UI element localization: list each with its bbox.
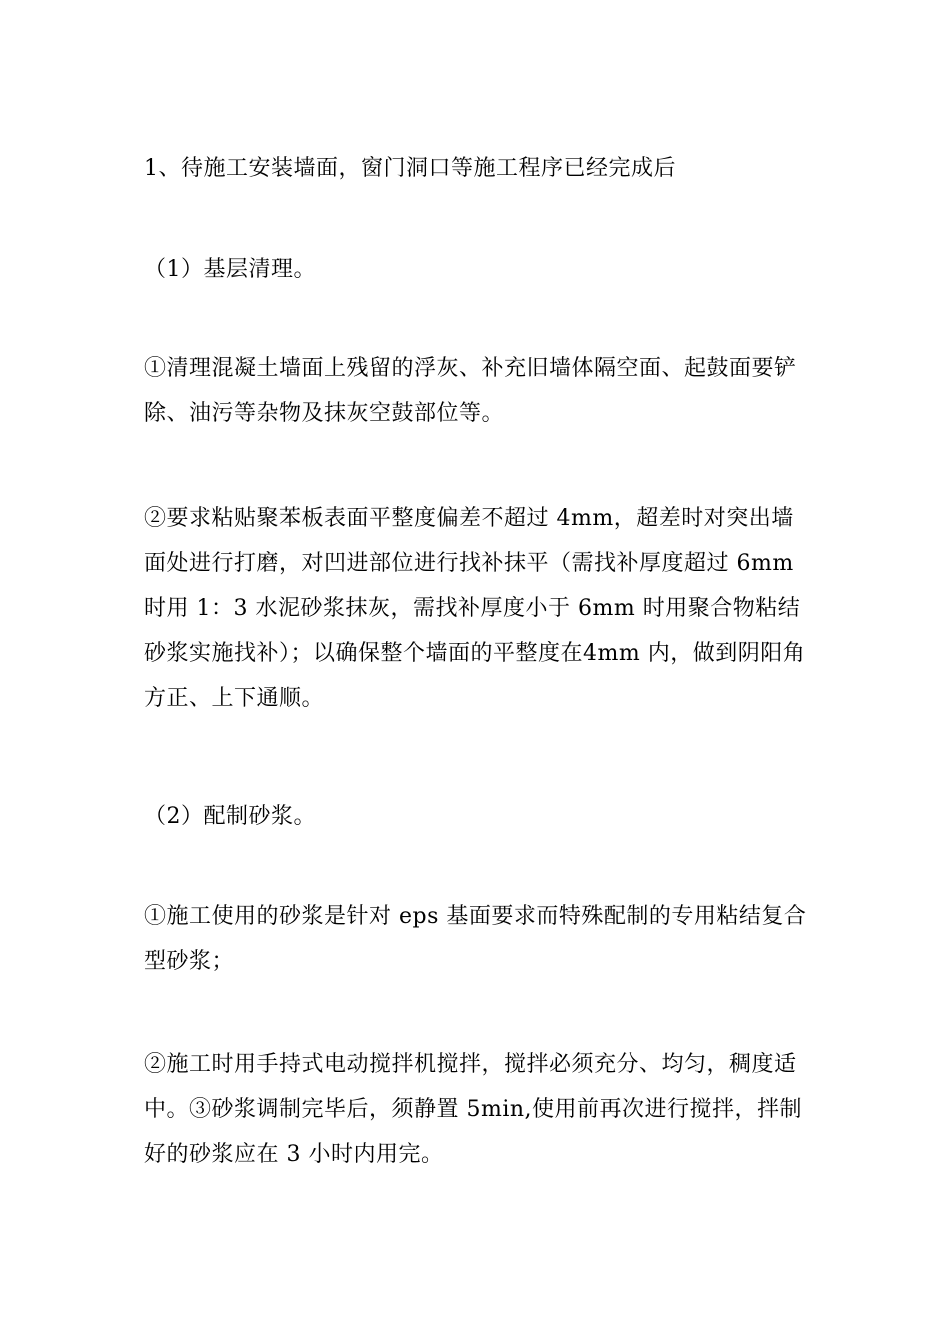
paragraph-cleaning-step-1: ①清理混凝土墙面上残留的浮灰、补充旧墙体隔空面、起鼓面要铲除、油污等杂物及抹灰空鼓部位等。 — [144, 356, 797, 426]
paragraph-cleaning-step-2: ②要求粘贴聚苯板表面平整度偏差不超过 4mm，超差时对突出墙面处进行打磨，对凹进部位进行找补抹平（需找补厚度超过 6mm 时用 1：3 水泥砂浆抹灰，需找补厚度小于 6mm 时用聚合物粘结砂浆实施找补）；以确保整个墙面的平整度在4mm 内，做到阴阳角方正、上下通顺。 — [144, 506, 806, 711]
subsection-heading-base-cleaning: （1）基层清理。 — [144, 257, 316, 282]
paragraph-mortar-step-2: ②施工时用手持式电动搅拌机搅拌，搅拌必须充分、均匀，稠度适中。③砂浆调制完毕后，须静置 5min,使用前再次进行搅拌，拌制好的砂浆应在 3 小时内用完。 — [144, 1052, 803, 1167]
section-heading-1: 1、待施工安装墙面，窗门洞口等施工程序已经完成后 — [144, 156, 676, 181]
subsection-heading-mortar: （2）配制砂浆。 — [144, 804, 316, 829]
paragraph-mortar-step-1: ①施工使用的砂浆是针对 eps 基面要求而特殊配制的专用粘结复合型砂浆； — [144, 904, 807, 974]
